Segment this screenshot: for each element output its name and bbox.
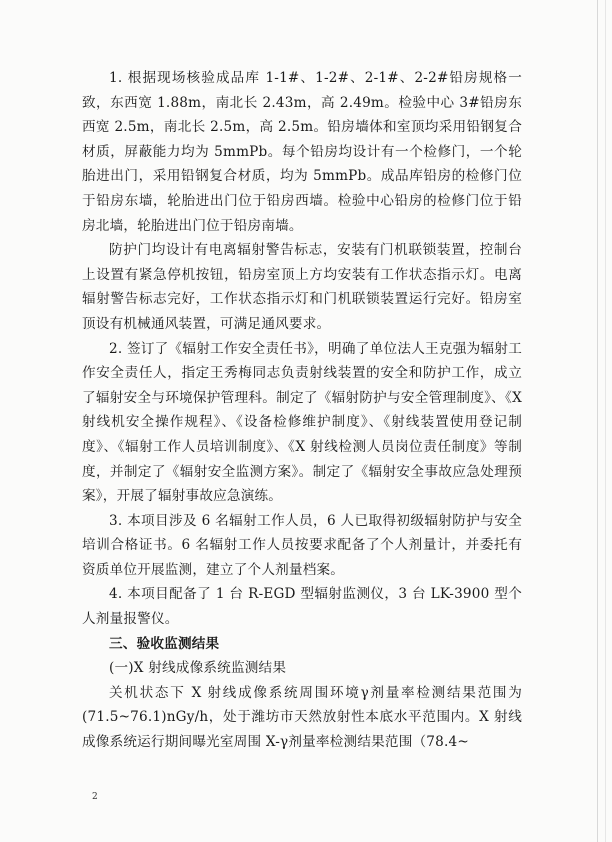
scan-edge-line-outer [605,0,606,842]
subsection-heading: (一)X 射线成像系统监测结果 [109,660,287,677]
paragraph-2: 防护门均设计有电离辐射警告标志，安装有门机联锁装置，控制台上设置有紧急停机按钮，铅房室顶上方均安装有工作状态指示灯。电离辐射警告标志完好，工作状态指示灯和门机联锁装置运行完好。铅房室顶设有机械通风装置，可满足通风要求。 [82,242,522,332]
body-text [82,66,522,755]
paragraph-1: 1. 根据现场核验成品库 1-1#、1-2#、2-1#、2-2#铅房规格一致，东西宽 1.88m，南北长 2.43m，高 2.49m。检验中心 3#铅房东西宽 2.5m，南北长 2.5m，高 2.5m。铅房墙体和室顶均采用铅钢复合材质，屏蔽能力均为 5mmPb。每个铅房均设计有一个检修门，一个轮胎进出门，采用铅钢复合材质，均为 5mmPb。成品库铅房的检修门位于铅房东墙，轮胎进出门位于铅房西墙。检验中心铅房的检修门位于铅房北墙，轮胎进出门位于铅房南墙。 [82,70,522,234]
paragraph-5: 4. 本项目配备了 1 台 R-EGD 型辐射监测仪，3 台 LK-3900 型个人剂量报警仪。 [82,586,522,628]
paragraph-4: 3. 本项目涉及 6 名辐射工作人员，6 人已取得初级辐射防护与安全培训合格证书。6 名辐射工作人员按要求配备了个人剂量计，并委托有资质单位开展监测，建立了个人剂量档案。 [82,512,522,578]
paragraph-6: 关机状态下 X 射线成像系统周围环境γ剂量率检测结果范围为(71.5~76.1)nGy/h，处于潍坊市天然放射性本底水平范围内。X 射线成像系统运行期间曝光室周围 X-γ剂量率检测结果范围（78.4~ [82,684,522,751]
scan-edge-line [597,0,598,842]
page-number: 2 [92,792,98,802]
paragraph-3: 2. 签订了《辐射工作安全责任书》，明确了单位法人王克强为辐射工作安全责任人，指定王秀梅同志负责射线装置的安全和防护工作，成立了辐射安全与环境保护管理科。制定了《辐射防护与安全管理制度》、《X 射线机安全操作规程》、《设备检修维护制度》、《射线装置使用登记制度》、《辐射工作人员培训制度》、《X 射线检测人员岗位责任制度》等制度，并制定了《辐射安全监测方案》。制定了《辐射安全事故应急处理预案》，开展了辐射事故应急演练。 [82,340,522,505]
section-heading: 三、验收监测结果 [109,635,220,652]
